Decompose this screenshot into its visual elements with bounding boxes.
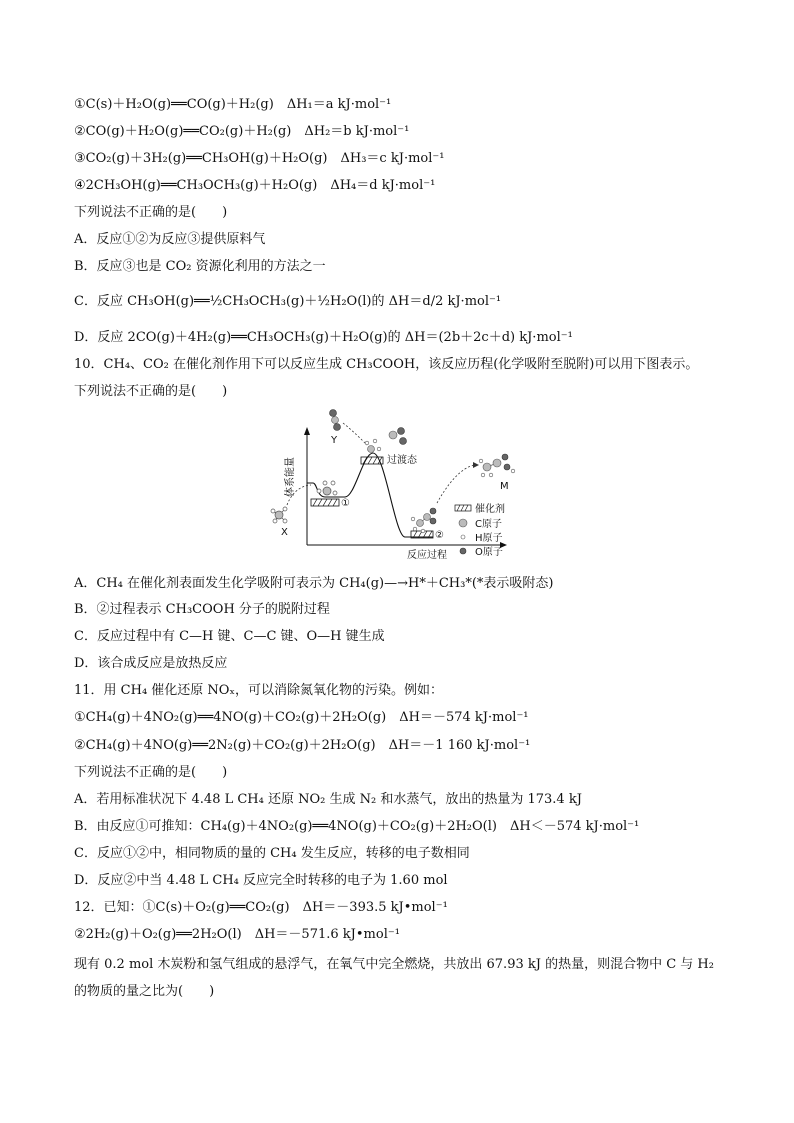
option-c: C．反应 CH₃OH(g)══½CH₃OCH₃(g)＋½H₂O(l)的 ΔH＝d/2 kJ·mol⁻¹ bbox=[74, 294, 502, 309]
option-a: A．若用标准状况下 4.48 L CH₄ 还原 NO₂ 生成 N₂ 和水蒸气，放出的热量为 173.4 kJ bbox=[74, 792, 582, 807]
molecule-x bbox=[271, 507, 287, 523]
transition-state-label: 过渡态 bbox=[387, 455, 417, 466]
question-prompt: 下列说法不正确的是( ) bbox=[74, 205, 228, 220]
y-axis-label: 体系能量 bbox=[285, 457, 296, 497]
legend-h-swatch bbox=[461, 535, 465, 539]
x-axis-label: 反应过程 bbox=[407, 550, 447, 561]
label-y: Y bbox=[331, 435, 338, 446]
reaction-2: ②2H₂(g)＋O₂(g)══2H₂O(l) ΔH＝－571.6 kJ•mol⁻¹ bbox=[74, 927, 400, 942]
reaction-2: ②CO(g)＋H₂O(g)══CO₂(g)＋H₂(g) ΔH₂＝b kJ·mol⁻¹ bbox=[74, 124, 410, 139]
arrow-desorption bbox=[437, 465, 475, 503]
option-d: D．该合成反应是放热反应 bbox=[74, 656, 228, 671]
label-m: M bbox=[500, 481, 509, 492]
option-c: C．反应过程中有 C—H 键、C—C 键、O—H 键生成 bbox=[74, 629, 385, 644]
legend-c-swatch bbox=[459, 519, 467, 527]
question-12-stem: 12．已知：①C(s)＋O₂(g)══CO₂(g) ΔH＝－393.5 kJ•mol⁻¹ bbox=[74, 900, 448, 915]
option-a: A．反应①②为反应③提供原料气 bbox=[74, 232, 266, 247]
arrow-desorption-head bbox=[473, 462, 479, 468]
adsorbed-species-1 bbox=[317, 481, 337, 495]
reaction-energy-diagram bbox=[255, 405, 555, 565]
label-x: X bbox=[281, 527, 288, 538]
question-prompt: 下列说法不正确的是( ) bbox=[74, 765, 228, 780]
arrow-y-to-ts bbox=[343, 423, 367, 445]
reaction-2: ②CH₄(g)＋4NO(g)══2N₂(g)＋CO₂(g)＋2H₂O(g) ΔH＝－1 160 kJ·mol⁻¹ bbox=[74, 738, 531, 753]
legend-o-swatch bbox=[460, 548, 466, 554]
reaction-4: ④2CH₃OH(g)══CH₃OCH₃(g)＋H₂O(g) ΔH₄＝d kJ·mol⁻¹ bbox=[74, 178, 436, 193]
option-b: B．由反应①可推知：CH₄(g)＋4NO₂(g)══4NO(g)＋CO₂(g)＋2H₂O(l) ΔH＜－574 kJ·mol⁻¹ bbox=[74, 819, 640, 834]
transition-state-species bbox=[365, 428, 406, 453]
legend-o: O原子 bbox=[475, 547, 503, 558]
step-1-marker: ① bbox=[341, 498, 350, 509]
legend-c: C原子 bbox=[475, 519, 502, 530]
option-d: D．反应②中当 4.48 L CH₄ 反应完全时转移的电子为 1.60 mol bbox=[74, 873, 448, 888]
option-b: B．②过程表示 CH₃COOH 分子的脱附过程 bbox=[74, 602, 330, 617]
catalyst-pad-1 bbox=[311, 499, 339, 506]
option-b: B．反应③也是 CO₂ 资源化利用的方法之一 bbox=[74, 259, 326, 274]
reaction-1: ①C(s)＋H₂O(g)══CO(g)＋H₂(g) ΔH₁＝a kJ·mol⁻¹ bbox=[74, 97, 392, 112]
question-prompt: 下列说法不正确的是( ) bbox=[74, 384, 228, 399]
option-a: A．CH₄ 在催化剂表面发生化学吸附可表示为 CH₄(g)—→H*＋CH₃*(*表示吸附态) bbox=[74, 576, 554, 591]
molecule-y bbox=[330, 410, 341, 431]
question-12-text: 现有 0.2 mol 木炭粉和氢气组成的悬浮气，在氧气中完全燃烧，共放出 67.93 kJ 的热量，则混合物中 C 与 H₂ bbox=[74, 957, 714, 972]
option-d: D．反应 2CO(g)＋4H₂(g)══CH₃OCH₃(g)＋H₂O(g)的 ΔH＝(2b＋2c＋d) kJ·mol⁻¹ bbox=[74, 330, 573, 345]
adsorbed-product bbox=[411, 508, 436, 533]
legend bbox=[455, 502, 505, 558]
question-10-stem: 10．CH₄、CO₂ 在催化剂作用下可以反应生成 CH₃COOH，该反应历程(化学吸附至脱附)可以用下图表示。 bbox=[74, 357, 699, 372]
molecule-m bbox=[479, 454, 515, 477]
question-11-stem: 11．用 CH₄ 催化还原 NOₓ，可以消除氮氧化物的污染。例如： bbox=[74, 683, 443, 698]
y-axis-arrow bbox=[304, 427, 310, 435]
reaction-3: ③CO₂(g)＋3H₂(g)══CH₃OH(g)＋H₂O(g) ΔH₃＝c kJ·mol⁻¹ bbox=[74, 151, 445, 166]
option-c: C．反应①②中，相同物质的量的 CH₄ 发生反应，转移的电子数相同 bbox=[74, 846, 470, 861]
legend-catalyst: 催化剂 bbox=[475, 504, 505, 515]
legend-h: H原子 bbox=[475, 533, 503, 544]
question-12-text-cont: 的物质的量之比为( ) bbox=[74, 984, 215, 999]
step-2-marker: ② bbox=[435, 530, 444, 541]
reaction-1: ①CH₄(g)＋4NO₂(g)══4NO(g)＋CO₂(g)＋2H₂O(g) ΔH＝－574 kJ·mol⁻¹ bbox=[74, 710, 529, 725]
